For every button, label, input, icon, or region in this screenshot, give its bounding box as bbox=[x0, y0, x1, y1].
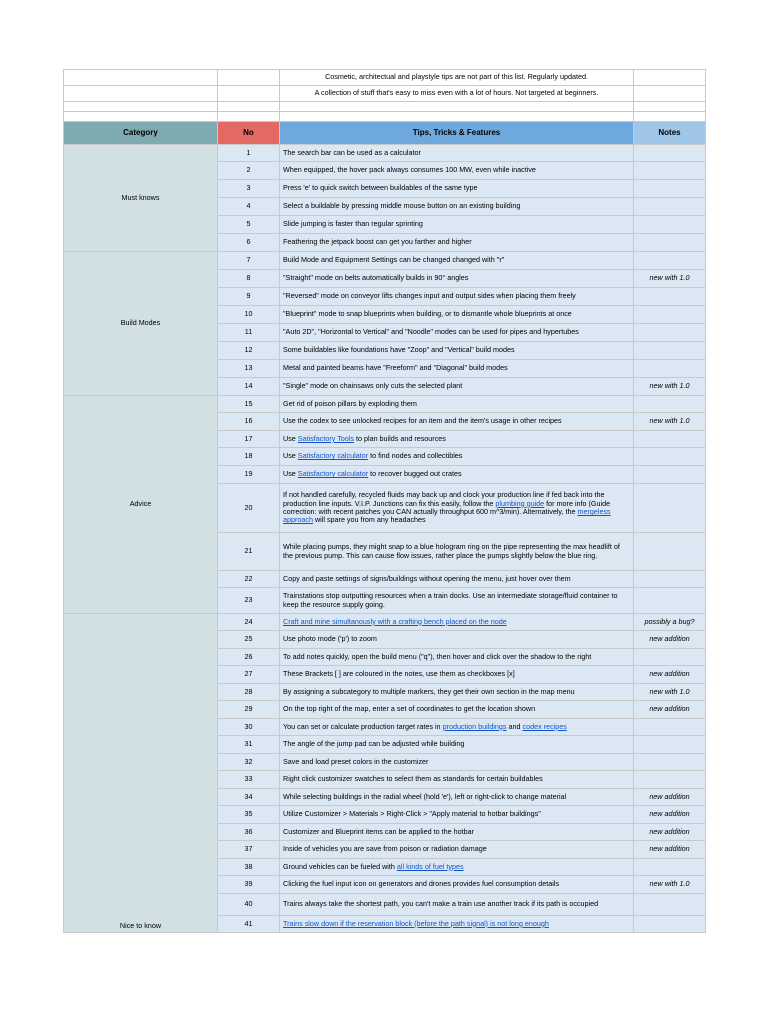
tip-text: Slide jumping is faster than regular sprinting bbox=[283, 219, 423, 229]
tip-text: When equipped, the hover pack always consumes 100 MW, even while inactive bbox=[283, 165, 536, 175]
tip-cell[interactable] bbox=[280, 324, 634, 342]
tip-text: By assigning a subcategory to multiple markers, they get their own section in the map menu bbox=[283, 686, 575, 696]
note-cell[interactable] bbox=[634, 288, 706, 306]
note-cell[interactable] bbox=[634, 252, 706, 270]
tip-cell[interactable] bbox=[280, 448, 634, 466]
note-cell[interactable]: new addition bbox=[634, 789, 706, 806]
tip-link[interactable]: production buildings bbox=[442, 721, 507, 731]
tip-text: The angle of the jump pad can be adjusted while building bbox=[283, 739, 465, 749]
note-cell[interactable]: new with 1.0 bbox=[634, 413, 706, 431]
note-cell[interactable] bbox=[634, 533, 706, 571]
tip-cell[interactable] bbox=[280, 841, 634, 859]
number-cell[interactable]: 33 bbox=[218, 771, 280, 789]
note-cell[interactable]: new addition bbox=[634, 666, 706, 684]
table-row bbox=[64, 145, 706, 162]
tip-cell[interactable] bbox=[280, 824, 634, 841]
tip-text: While placing pumps, they might snap to a blue hologram ring on the pipe representing the max headlift of the previous pump. This can cause flow issues, rather place the pumps slightly below the blue ring. bbox=[283, 542, 620, 560]
number-cell[interactable]: 5 bbox=[218, 216, 280, 234]
tip-cell[interactable] bbox=[280, 288, 634, 306]
tip-cell[interactable] bbox=[280, 806, 634, 824]
note-cell[interactable]: new addition bbox=[634, 806, 706, 824]
number-cell[interactable]: 6 bbox=[218, 234, 280, 252]
number-cell[interactable]: 32 bbox=[218, 754, 280, 771]
blank-row bbox=[64, 112, 706, 122]
tip-cell[interactable] bbox=[280, 666, 634, 684]
cell[interactable] bbox=[634, 70, 706, 86]
tip-text: To add notes quickly, open the build menu ("q"), then hover and click over the shadow to the right bbox=[283, 651, 592, 661]
number-cell[interactable]: 1 bbox=[218, 145, 280, 162]
tip-text: to plan builds and resources bbox=[353, 433, 446, 443]
number-cell[interactable]: 36 bbox=[218, 824, 280, 841]
tip-link[interactable]: all kinds of fuel types bbox=[396, 861, 464, 871]
note-cell[interactable] bbox=[634, 916, 706, 933]
tip-link[interactable]: plumbing guide bbox=[495, 498, 545, 508]
tip-text: "Auto 2D", "Horizontal to Vertical" and "Noodle" modes can be used for pipes and hypertubes bbox=[283, 327, 579, 337]
note-cell[interactable] bbox=[634, 466, 706, 484]
tip-cell[interactable] bbox=[280, 789, 634, 806]
tip-text: and bbox=[506, 721, 523, 731]
note-cell[interactable] bbox=[634, 859, 706, 876]
note-cell[interactable] bbox=[634, 484, 706, 533]
tip-cell[interactable] bbox=[280, 413, 634, 431]
category-cell[interactable]: Must knows bbox=[64, 145, 218, 252]
tip-text: Trainstations stop outputting resources when a train docks. Use an intermediate storage/fluid container to keep the resource supply going. bbox=[283, 591, 618, 609]
number-cell[interactable]: 13 bbox=[218, 360, 280, 378]
tip-text: "Straight" mode on belts automatically builds in 90° angles bbox=[283, 273, 469, 283]
tip-cell[interactable] bbox=[280, 533, 634, 571]
header-tips[interactable]: Tips, Tricks & Features bbox=[280, 122, 634, 145]
note-cell[interactable]: new with 1.0 bbox=[634, 270, 706, 288]
note-cell[interactable] bbox=[634, 216, 706, 234]
table-row bbox=[64, 614, 706, 631]
tip-text: Utilize Customizer > Materials > Right-Click > "Apply material to hotbar buildings" bbox=[283, 809, 541, 819]
cell[interactable] bbox=[280, 102, 634, 112]
tip-cell[interactable] bbox=[280, 876, 634, 894]
number-cell[interactable]: 11 bbox=[218, 324, 280, 342]
tip-cell[interactable] bbox=[280, 342, 634, 360]
number-cell[interactable]: 28 bbox=[218, 684, 280, 701]
note-cell[interactable]: new with 1.0 bbox=[634, 378, 706, 396]
tip-cell[interactable] bbox=[280, 396, 634, 413]
tip-text: Build Mode and Equipment Settings can be changed changed with "r" bbox=[283, 255, 505, 265]
tip-cell[interactable] bbox=[280, 684, 634, 701]
number-cell[interactable]: 22 bbox=[218, 571, 280, 588]
number-cell[interactable]: 8 bbox=[218, 270, 280, 288]
cell[interactable] bbox=[634, 86, 706, 102]
tip-text: for more info (Guide correction: with recent patches you CAN actually throughput 600 m^3/min). Alternatively, the bbox=[283, 498, 611, 516]
tip-text: Trains always take the shortest path, you can't make a train use another track if its path is occupied bbox=[283, 899, 599, 909]
number-cell[interactable]: 30 bbox=[218, 719, 280, 736]
number-cell[interactable]: 24 bbox=[218, 614, 280, 631]
tip-text: to find nodes and collectibles bbox=[368, 451, 463, 461]
category-cell[interactable]: Advice bbox=[64, 396, 218, 614]
tip-cell[interactable] bbox=[280, 234, 634, 252]
cell[interactable] bbox=[64, 86, 218, 102]
tip-link[interactable]: Satisfactory calculator bbox=[297, 469, 369, 479]
tip-cell[interactable] bbox=[280, 614, 634, 631]
tip-text: On the top right of the map, enter a set of coordinates to get the location shown bbox=[283, 704, 536, 714]
number-cell[interactable]: 35 bbox=[218, 806, 280, 824]
note-cell[interactable] bbox=[634, 198, 706, 216]
number-cell[interactable]: 23 bbox=[218, 588, 280, 614]
note-cell[interactable] bbox=[634, 448, 706, 466]
note-cell[interactable] bbox=[634, 234, 706, 252]
header-notes[interactable]: Notes bbox=[634, 122, 706, 145]
tip-text: Save and load preset colors in the customizer bbox=[283, 756, 429, 766]
tip-link[interactable]: Trains slow down if the reservation block (before the path signal) is not long enough bbox=[283, 918, 549, 928]
tip-text: Use bbox=[283, 469, 298, 479]
number-cell[interactable]: 27 bbox=[218, 666, 280, 684]
note-cell[interactable] bbox=[634, 771, 706, 789]
tip-text: "Single" mode on chainsaws only cuts the selected plant bbox=[283, 381, 463, 391]
intro-line-1[interactable]: Cosmetic, architectual and playstyle tips are not part of this list. Regularly updated. bbox=[280, 70, 634, 86]
tip-cell[interactable] bbox=[280, 894, 634, 916]
note-cell[interactable]: new addition bbox=[634, 701, 706, 719]
number-cell[interactable]: 26 bbox=[218, 649, 280, 666]
blank-row bbox=[64, 102, 706, 112]
note-cell[interactable] bbox=[634, 571, 706, 588]
number-cell[interactable]: 31 bbox=[218, 736, 280, 754]
note-cell[interactable]: new addition bbox=[634, 631, 706, 649]
intro-row-2 bbox=[64, 86, 706, 102]
tip-cell[interactable] bbox=[280, 649, 634, 666]
tip-text: Clicking the fuel input icon on generators and drones provides fuel consumption details bbox=[283, 879, 560, 889]
tip-cell[interactable] bbox=[280, 701, 634, 719]
tip-cell[interactable] bbox=[280, 270, 634, 288]
number-cell[interactable]: 19 bbox=[218, 466, 280, 484]
tip-link[interactable]: Satisfactory Tools bbox=[297, 433, 354, 443]
number-cell[interactable]: 18 bbox=[218, 448, 280, 466]
cell[interactable] bbox=[218, 86, 280, 102]
tip-text: While selecting buildings in the radial wheel (hold 'e'), left or right-click to change material bbox=[283, 791, 567, 801]
note-cell[interactable] bbox=[634, 180, 706, 198]
note-cell[interactable] bbox=[634, 649, 706, 666]
tip-text: Right click customizer swatches to select them as standards for certain buildables bbox=[283, 774, 543, 784]
number-cell[interactable]: 39 bbox=[218, 876, 280, 894]
note-cell[interactable] bbox=[634, 431, 706, 448]
tip-cell[interactable] bbox=[280, 360, 634, 378]
tip-cell[interactable] bbox=[280, 859, 634, 876]
cell[interactable] bbox=[64, 70, 218, 86]
tip-text: Feathering the jetpack boost can get you farther and higher bbox=[283, 237, 472, 247]
tip-cell[interactable] bbox=[280, 719, 634, 736]
tip-cell[interactable] bbox=[280, 466, 634, 484]
tip-text: Copy and paste settings of signs/buildings without opening the menu, just hover over them bbox=[283, 573, 571, 583]
number-cell[interactable]: 38 bbox=[218, 859, 280, 876]
tip-text: You can set or calculate production target rates in bbox=[283, 721, 443, 731]
note-cell[interactable] bbox=[634, 754, 706, 771]
note-cell[interactable] bbox=[634, 719, 706, 736]
intro-line-2[interactable]: A collection of stuff that's easy to miss even with a lot of hours. Not targeted at beginners. bbox=[280, 86, 634, 102]
number-cell[interactable]: 40 bbox=[218, 894, 280, 916]
tip-text: Ground vehicles can be fueled with bbox=[283, 861, 397, 871]
number-cell[interactable]: 7 bbox=[218, 252, 280, 270]
tip-cell[interactable] bbox=[280, 916, 634, 933]
tip-text: Get rid of poison pillars by exploding them bbox=[283, 398, 417, 408]
tip-cell[interactable] bbox=[280, 216, 634, 234]
tip-text: Use bbox=[283, 433, 298, 443]
category-cell[interactable]: Build Modes bbox=[64, 252, 218, 396]
note-cell[interactable]: new addition bbox=[634, 841, 706, 859]
tip-text: will spare you from any headaches bbox=[312, 515, 426, 525]
tip-cell[interactable] bbox=[280, 484, 634, 533]
cell[interactable] bbox=[218, 112, 280, 122]
number-cell[interactable]: 17 bbox=[218, 431, 280, 448]
tip-text: Select a buildable by pressing middle mouse button on an existing building bbox=[283, 201, 521, 211]
note-cell[interactable] bbox=[634, 145, 706, 162]
tip-cell[interactable] bbox=[280, 252, 634, 270]
note-cell[interactable] bbox=[634, 324, 706, 342]
number-cell[interactable]: 21 bbox=[218, 533, 280, 571]
number-cell[interactable]: 4 bbox=[218, 198, 280, 216]
number-cell[interactable]: 25 bbox=[218, 631, 280, 649]
tip-cell[interactable] bbox=[280, 306, 634, 324]
number-cell[interactable]: 3 bbox=[218, 180, 280, 198]
tips-spreadsheet bbox=[63, 69, 706, 933]
number-cell[interactable]: 16 bbox=[218, 413, 280, 431]
note-cell[interactable] bbox=[634, 306, 706, 324]
number-cell[interactable]: 37 bbox=[218, 841, 280, 859]
header-no[interactable]: No bbox=[218, 122, 280, 145]
tip-link[interactable]: codex recipes bbox=[522, 721, 567, 731]
tip-text: Some buildables like foundations have "Zoop" and "Vertical" build modes bbox=[283, 345, 515, 355]
note-cell[interactable] bbox=[634, 360, 706, 378]
table-row bbox=[64, 252, 706, 270]
note-cell[interactable]: new with 1.0 bbox=[634, 876, 706, 894]
tip-link[interactable]: Satisfactory calculator bbox=[297, 451, 369, 461]
tip-text: Metal and painted beams have "Freeform" and "Diagonal" build modes bbox=[283, 363, 508, 373]
number-cell[interactable]: 9 bbox=[218, 288, 280, 306]
note-cell[interactable] bbox=[634, 162, 706, 180]
tip-cell[interactable] bbox=[280, 378, 634, 396]
number-cell[interactable]: 12 bbox=[218, 342, 280, 360]
tip-text: Use photo mode ('p') to zoom bbox=[283, 634, 377, 644]
tip-text: These Brackets [ ] are coloured in the notes, use them as checkboxes [x] bbox=[283, 669, 515, 679]
note-cell[interactable] bbox=[634, 894, 706, 916]
number-cell[interactable]: 34 bbox=[218, 789, 280, 806]
number-cell[interactable]: 2 bbox=[218, 162, 280, 180]
tip-cell[interactable] bbox=[280, 631, 634, 649]
cell[interactable] bbox=[634, 112, 706, 122]
note-cell[interactable]: possibly a bug? bbox=[634, 614, 706, 631]
note-cell[interactable] bbox=[634, 588, 706, 614]
cell[interactable] bbox=[218, 102, 280, 112]
tip-cell[interactable] bbox=[280, 588, 634, 614]
number-cell[interactable]: 15 bbox=[218, 396, 280, 413]
intro-row-1 bbox=[64, 70, 706, 86]
tip-cell[interactable] bbox=[280, 180, 634, 198]
cell[interactable] bbox=[218, 70, 280, 86]
cell[interactable] bbox=[634, 102, 706, 112]
cell[interactable] bbox=[64, 112, 218, 122]
tip-link[interactable]: Craft and mine simultanously with a crafting bench placed on the node bbox=[283, 616, 507, 626]
number-cell[interactable]: 41 bbox=[218, 916, 280, 933]
cell[interactable] bbox=[64, 102, 218, 112]
tip-text: Customizer and Blueprint items can be applied to the hotbar bbox=[283, 826, 474, 836]
tip-cell[interactable] bbox=[280, 145, 634, 162]
header-row bbox=[64, 122, 706, 145]
tip-text: Press 'e' to quick switch between buildables of the same type bbox=[283, 183, 478, 193]
tip-text: Use bbox=[283, 451, 298, 461]
note-cell[interactable]: new with 1.0 bbox=[634, 684, 706, 701]
category-cell[interactable]: Nice to know bbox=[64, 614, 218, 933]
number-cell[interactable]: 29 bbox=[218, 701, 280, 719]
table-row bbox=[64, 396, 706, 413]
tip-text: The search bar can be used as a calculator bbox=[283, 147, 421, 157]
tip-text: "Reversed" mode on conveyor lifts changes input and output sides when placing them freely bbox=[283, 291, 576, 301]
note-cell[interactable]: new addition bbox=[634, 824, 706, 841]
number-cell[interactable]: 20 bbox=[218, 484, 280, 533]
tip-text: "Blueprint" mode to snap blueprints when building, or to dismantle whole blueprints at once bbox=[283, 309, 572, 319]
tip-cell[interactable] bbox=[280, 431, 634, 448]
tip-cell[interactable] bbox=[280, 162, 634, 180]
cell[interactable] bbox=[280, 112, 634, 122]
number-cell[interactable]: 10 bbox=[218, 306, 280, 324]
tip-text: Inside of vehicles you are save from poison or radiation damage bbox=[283, 844, 487, 854]
tip-cell[interactable] bbox=[280, 571, 634, 588]
note-cell[interactable] bbox=[634, 736, 706, 754]
tip-text: Use the codex to see unlocked recipes for an item and the item's usage in other recipes bbox=[283, 416, 562, 426]
tip-cell[interactable] bbox=[280, 736, 634, 754]
tip-text: to recover bugged out crates bbox=[368, 469, 462, 479]
tip-cell[interactable] bbox=[280, 754, 634, 771]
number-cell[interactable]: 14 bbox=[218, 378, 280, 396]
header-category[interactable]: Category bbox=[64, 122, 218, 145]
tip-cell[interactable] bbox=[280, 771, 634, 789]
tip-text: If not handled carefully, recycled fluids may back up and clock your production line if fed back into the production line inputs. V.I.P. Junctions can fix this easily, follow the bbox=[283, 490, 605, 508]
note-cell[interactable] bbox=[634, 342, 706, 360]
note-cell[interactable] bbox=[634, 396, 706, 413]
tip-cell[interactable] bbox=[280, 198, 634, 216]
tip-link[interactable]: mergeless approach bbox=[283, 507, 611, 525]
